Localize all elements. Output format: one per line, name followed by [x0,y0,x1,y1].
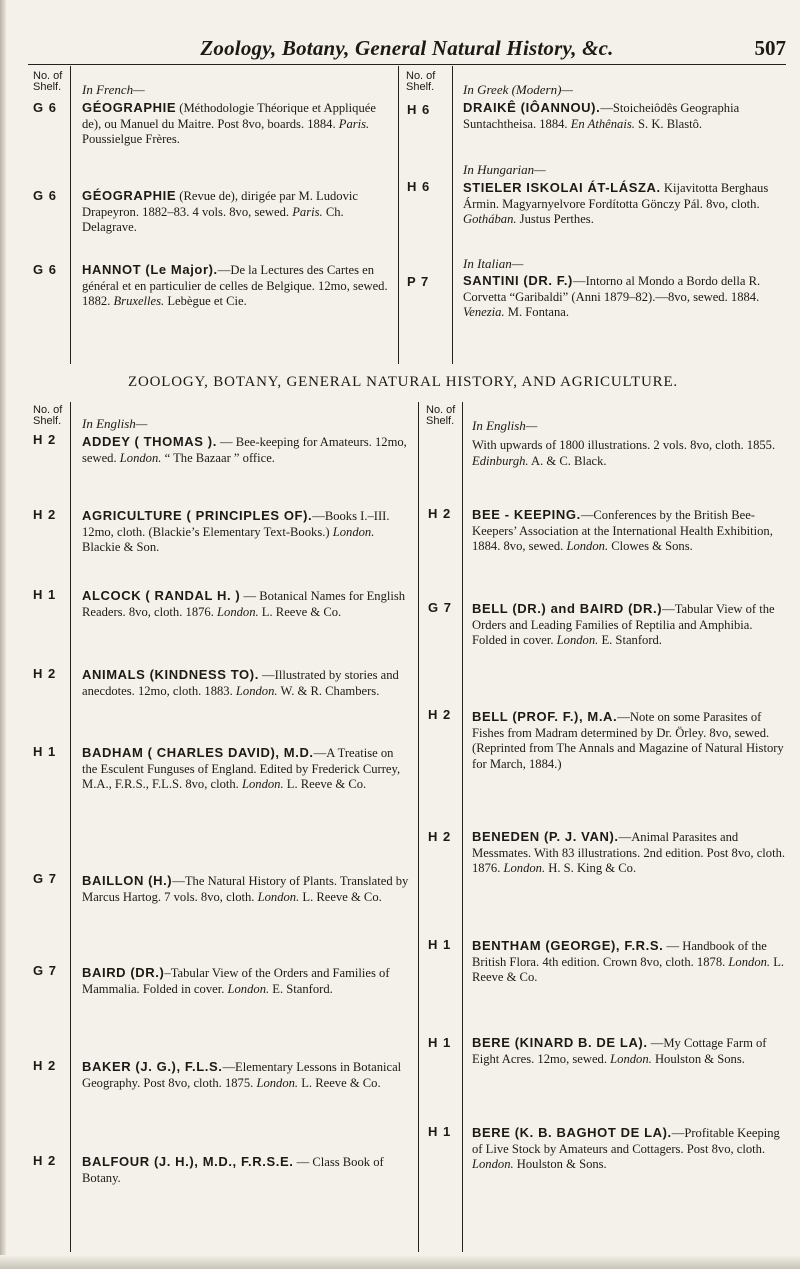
entry-publisher: L. Reeve & Co. [298,1075,381,1090]
entry-place: Paris. [292,204,323,219]
catalogue-entry [82,873,410,905]
entry-place: London. [503,861,546,876]
catalogue-entry [472,1035,790,1067]
entry-publisher: Clowes & Sons. [608,539,693,554]
entry-text: —Conferences by the British Bee-Keepers’ Association at the International Health Exhibition, 1884. 8vo, sewed. [472,508,773,554]
entry-publisher: L. Reeve & Co. [258,604,342,619]
entry-text: —My Cottage Farm of Eight Acres. 12mo, sewed. [472,1036,767,1066]
entry-text: —Stoicheiôdês Geographia Suntachtheisa. 1884. [463,101,740,131]
entry-heading: SANTINI (DR. F.) [463,273,573,288]
column-rule [70,402,71,1252]
shelf-mark: G 7 [428,600,452,615]
entry-publisher: E. Stanford. [269,981,333,996]
catalogue-entry [82,667,410,699]
entry-publisher: S. K. Blastô. [634,116,703,131]
entry-heading: BEE - KEEPING. [472,507,581,522]
entry-publisher: A. & C. Black. [528,453,607,468]
language-heading: In French— [82,82,145,97]
catalogue-entry [82,508,410,556]
catalogue-entry [463,100,788,132]
shelf-mark: H 2 [33,666,57,681]
language-heading: In Hungarian— [463,162,546,177]
entry-heading: BERE (K. B. BAGHOT DE LA). [472,1125,672,1140]
entry-publisher: Poussielgue Frères. [82,132,180,147]
shelf-mark: G 6 [33,262,57,277]
entry-place: Paris. [338,116,370,131]
entry-text: — Handbook of the British Flora. 4th edition. Crown 8vo, cloth. 1878. [472,939,767,969]
entry-publisher: Houlston & Sons. [513,1157,607,1172]
catalogue-entry [472,1125,790,1173]
catalogue-entry [472,829,790,877]
entry-place: Gothában. [463,212,517,227]
entry-publisher: “ The Bazaar ” office. [161,450,275,465]
entry-publisher: M. Fontana. [504,305,569,320]
column-rule [70,66,71,364]
entry-text: Kijavitotta Berghaus Ármin. Magyarnyelvore Fordította Gönczy Pál. 8vo, cloth. [463,181,769,211]
catalogue-entry [472,938,790,986]
shelf-mark: H 6 [407,102,431,117]
catalogue-entry [82,965,410,997]
shelf-mark: H 1 [33,744,57,759]
shelf-mark: H 2 [33,507,57,522]
entry-place: London. [556,633,599,648]
entry-text: —Note on some Parasites of Fishes from Madram determined by Dr. Örley. 8vo, sewed. (Reprinted from The Annals and Magazine of Natural History for March, 1884.) [472,710,784,771]
shelf-column-heading: No. of Shelf. [406,70,436,93]
entry-heading: ALCOCK ( RANDAL H. ) [82,588,241,603]
entry-text: — Bee-keeping for Amateurs. 12mo, sewed. [82,435,407,465]
section-title: ZOOLOGY, BOTANY, GENERAL NATURAL HISTORY, AND AGRICULTURE. [128,374,678,390]
entry-heading: GÉOGRAPHIE [82,100,177,115]
entry-place: En Athênais. [570,116,635,131]
catalogue-entry [82,1154,410,1186]
entry-heading: BADHAM ( CHARLES DAVID), M.D. [82,745,314,760]
shelf-mark: G 6 [33,100,57,115]
entry-text: —Intorno al Mondo a Bordo della R. Corvetta “Garibaldi” (Anni 1879–82).—8vo, sewed. 1884. [463,274,761,304]
running-title: Zoology, Botany, General Natural History, &c. [200,36,614,60]
entry-publisher: Justus Perthes. [516,212,594,227]
entry-place: London. [566,539,609,554]
entry-heading: DRAIKÊ (IÔANNOU). [463,100,601,115]
entry-publisher: L. Reeve & Co. [299,889,382,904]
entry-place: London. [610,1051,652,1066]
entry-place: Bruxelles. [113,294,165,309]
entry-publisher: Houlston & Sons. [651,1051,745,1066]
entry-place: London. [217,604,259,619]
entry-text: With upwards of 1800 illustrations. 2 vols. 8vo, cloth. 1855. [472,438,776,452]
column-rule [462,402,463,1252]
shelf-mark: H 2 [428,707,452,722]
page-bottom-shadow [0,1255,800,1269]
shelf-mark: H 2 [33,432,57,447]
entry-heading: BENEDEN (P. J. VAN). [472,829,619,844]
shelf-mark: H 1 [428,937,452,952]
entry-text: —Animal Parasites and Messmates. With 83 illustrations. 2nd edition. Post 8vo, cloth. 1876. [472,830,786,876]
language-heading: In Greek (Modern)— [463,82,573,97]
shelf-mark: H 2 [428,506,452,521]
language-heading: In Italian— [463,256,524,271]
entry-publisher: W. & R. Chambers. [277,683,380,698]
shelf-mark: H 2 [33,1058,57,1073]
entry-text: —Illustrated by stories and anecdotes. 12mo, cloth. 1883. [82,668,399,698]
catalogue-entry [82,262,388,310]
shelf-mark: H 2 [33,1153,57,1168]
entry-place: Venezia. [463,305,505,320]
entry-publisher: Ch. Delagrave. [82,204,344,235]
shelf-column-heading: No. of Shelf. [33,404,63,427]
entry-text: —Elementary Lessons in Botanical Geography. Post 8vo, cloth. 1875. [82,1060,402,1090]
entry-heading: BELL (PROF. F.), M.A. [472,709,618,724]
language-heading: In English— [472,418,538,433]
column-rule [418,402,419,1252]
shelf-column-heading: No. of Shelf. [426,404,456,427]
entry-publisher: Lebègue et Cie. [164,294,247,309]
shelf-mark: H 2 [428,829,452,844]
entry-heading: BAIRD (DR.) [82,965,165,980]
entry-place: London. [235,683,278,698]
entry-heading: GÉOGRAPHIE [82,188,177,203]
entry-text: —De la Lectures des Cartes en général et en particulier de celles de Belgique. 12mo, sewed. 1882. [82,263,388,309]
catalogue-entry [472,507,790,555]
entry-place: London. [227,981,270,996]
shelf-mark: G 6 [33,188,57,203]
entry-heading: BAILLON (H.) [82,873,173,888]
shelf-mark: H 1 [428,1035,452,1050]
entry-place: London. [241,777,284,792]
entry-place: London. [472,1157,514,1172]
entry-heading: STIELER ISKOLAI ÁT-LÁSZA. [463,180,661,195]
entry-place: London. [257,889,300,904]
column-rule [452,66,453,364]
entry-publisher: H. S. King & Co. [545,861,637,876]
catalogue-entry [82,434,410,466]
entry-place: London. [256,1075,299,1090]
entry-heading: HANNOT (Le Major). [82,262,218,277]
entry-publisher: E. Stanford. [598,633,662,648]
entry-text: (Méthodologie Théorique et Appliquée de), ou Manuel du Maitre. Post 8vo, boards. 1884. [82,101,376,131]
page-edge-shadow [0,0,6,1269]
entry-place: London. [332,524,375,539]
catalogue-entry [82,1059,410,1091]
catalogue-entry [472,709,790,772]
shelf-mark: P 7 [407,274,430,289]
catalogue-entry [82,100,388,148]
shelf-mark: H 6 [407,179,431,194]
entry-text: (Revue de), dirigée par M. Ludovic Drapeyron. 1882–83. 4 vols. 8vo, sewed. [82,189,358,219]
language-heading: In English— [82,416,148,431]
catalogue-entry [82,188,388,236]
entry-publisher: L. Reeve & Co. [472,954,785,985]
shelf-mark: H 1 [33,587,57,602]
entry-publisher: Blackie & Son. [82,540,160,555]
page-header [28,34,786,65]
entry-text: —Profitable Keeping of Live Stock by Amateurs and Cottagers. Post 8vo, cloth. [472,1126,780,1156]
entry-text: —A Treatise on the Esculent Funguses of England. Edited by Frederick Currey, M.A., F.R.S., F.L.S. 8vo, cloth. [82,746,401,792]
entry-heading: BERE (KINARD B. DE LA). [472,1035,648,1050]
entry-text: —Tabular View of the Orders and Leading Families of Reptilia and Amphibia. Folded in cover. [472,602,775,648]
catalogue-entry [472,438,790,469]
shelf-column-heading: No. of Shelf. [33,70,63,93]
shelf-mark: G 7 [33,963,57,978]
catalogue-entry [82,745,410,793]
entry-text: –Tabular View of the Orders and Families of Mammalia. Folded in cover. [82,966,390,996]
shelf-mark: G 7 [33,871,57,886]
entry-heading: BAKER (J. G.), F.L.S. [82,1059,223,1074]
entry-heading: BENTHAM (GEORGE), F.R.S. [472,938,664,953]
catalogue-entry [463,273,788,321]
entry-text: —The Natural History of Plants. Translated by Marcus Hartog. 7 vols. 8vo, cloth. [82,874,409,904]
shelf-mark: H 1 [428,1124,452,1139]
entry-text: — Botanical Names for English Readers. 8vo, cloth. 1876. [82,589,406,619]
entry-heading: AGRICULTURE ( PRINCIPLES OF). [82,508,313,523]
entry-heading: ADDEY ( THOMAS ). [82,434,217,449]
entry-heading: BALFOUR (J. H.), M.D., F.R.S.E. [82,1154,294,1169]
entry-heading: ANIMALS (KINDNESS TO). [82,667,259,682]
catalogue-entry [463,180,788,228]
entry-text: — Class Book of Botany. [82,1155,384,1185]
catalogue-entry [82,588,410,620]
entry-text: —Books I.–III. 12mo, cloth. (Blackie’s Elementary Text-Books.) [82,509,390,539]
catalogue-entry [472,601,790,649]
entry-place: London. [119,450,162,465]
entry-publisher: L. Reeve & Co. [283,777,367,792]
column-rule [398,66,399,364]
entry-heading: BELL (DR.) and BAIRD (DR.) [472,601,663,616]
entry-place: Edinburgh. [472,453,529,468]
page-number: 507 [754,36,786,60]
entry-place: London. [728,954,771,969]
